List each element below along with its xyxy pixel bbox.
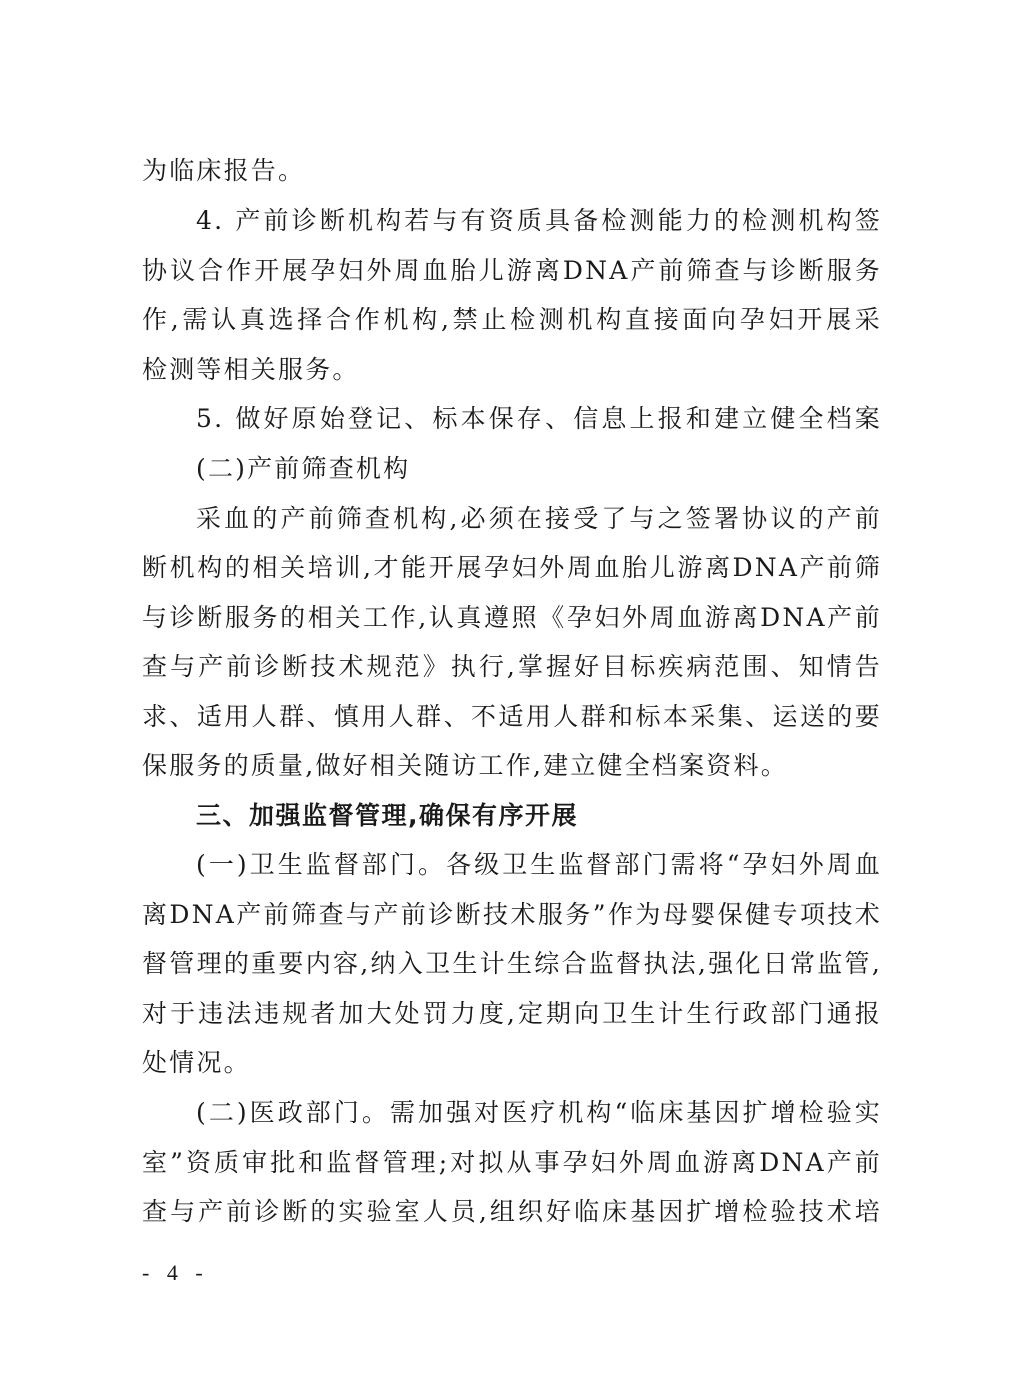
text-line: 处情况。 xyxy=(142,1048,251,1077)
text-line: 4. 产前诊断机构若与有资质具备检测能力的检测机构签 xyxy=(196,206,882,235)
text-line: 督管理的重要内容,纳入卫生计生综合监督执法,强化日常监管, xyxy=(142,949,882,978)
text-line: 采血的产前筛查机构,必须在接受了与之签署协议的产前 xyxy=(196,504,882,533)
text-line: 离DNA产前筛查与产前诊断技术服务”作为母婴保健专项技术 xyxy=(142,900,882,929)
text-line: 求、适用人群、慎用人群、不适用人群和标本采集、运送的要 xyxy=(142,702,882,731)
text-line: 保服务的质量,做好相关随访工作,建立健全档案资料。 xyxy=(142,751,788,780)
text-line: 查与产前诊断的实验室人员,组织好临床基因扩增检验技术培 xyxy=(142,1197,882,1226)
text-line: (二)医政部门。需加强对医疗机构“临床基因扩增检验实 xyxy=(196,1098,882,1127)
text-line: 查与产前诊断技术规范》执行,掌握好目标疾病范围、知情告 xyxy=(142,652,882,681)
text-line: 作,需认真选择合作机构,禁止检测机构直接面向孕妇开展采 xyxy=(142,305,882,334)
text-line: 检测等相关服务。 xyxy=(142,355,360,384)
text-line: 为临床报告。 xyxy=(142,156,306,185)
section-heading-bold: 三、加强监督管理,确保有序开展 xyxy=(196,801,578,830)
text-line: 协议合作开展孕妇外周血胎儿游离DNA产前筛查与诊断服务 xyxy=(142,256,882,285)
page-number: - 4 - xyxy=(142,1260,209,1285)
text-line: 断机构的相关培训,才能开展孕妇外周血胎儿游离DNA产前筛 xyxy=(142,553,882,582)
text-line: (一)卫生监督部门。各级卫生监督部门需将“孕妇外周血 xyxy=(196,850,882,879)
text-line: 室”资质审批和监督管理;对拟从事孕妇外周血游离DNA产前 xyxy=(142,1148,882,1177)
text-line: 与诊断服务的相关工作,认真遵照《孕妇外周血游离DNA产前 xyxy=(142,603,882,632)
text-line: 对于违法违规者加大处罚力度,定期向卫生计生行政部门通报 xyxy=(142,999,882,1028)
text-line: 5. 做好原始登记、标本保存、信息上报和建立健全档案 xyxy=(196,404,882,433)
section-heading: (二)产前筛查机构 xyxy=(196,454,411,483)
